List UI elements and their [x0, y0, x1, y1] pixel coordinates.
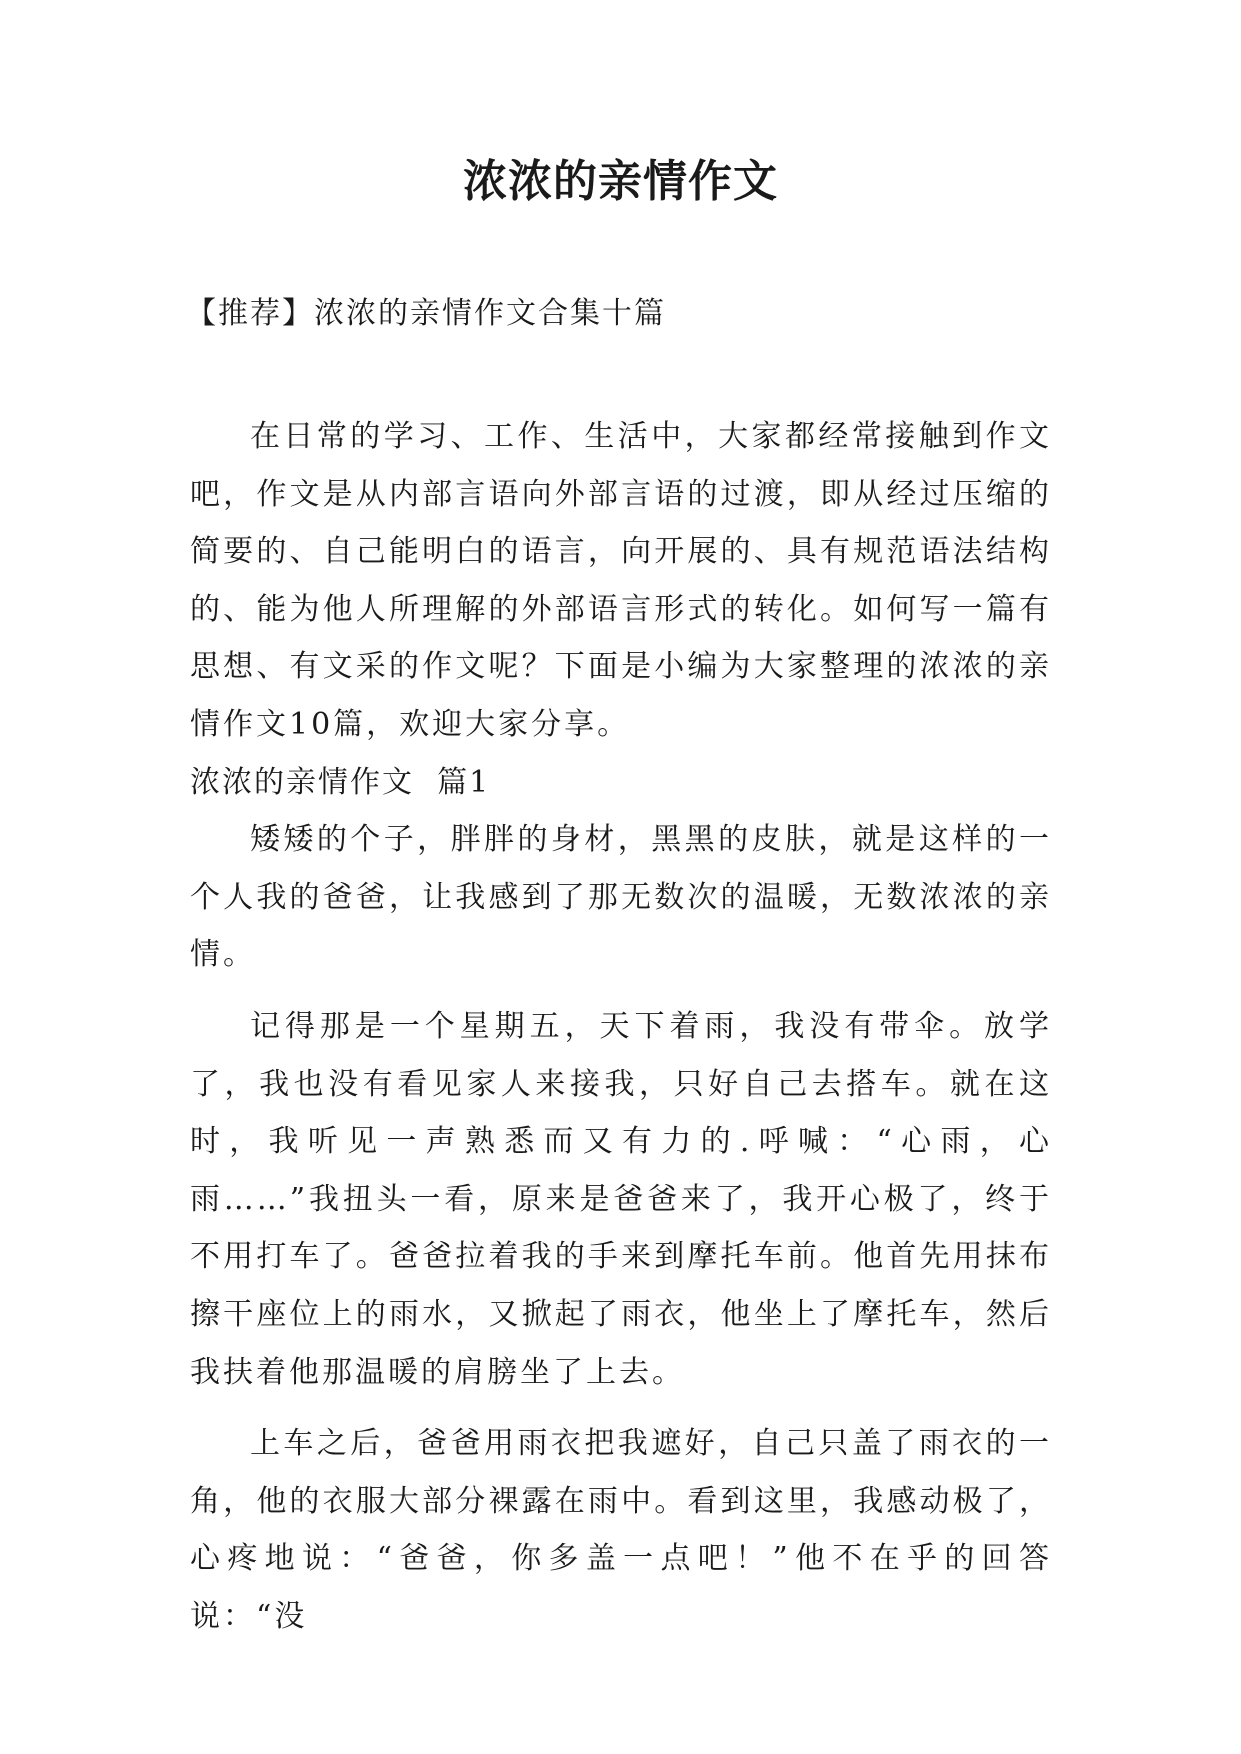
body-paragraph-2: 记得那是一个星期五，天下着雨，我没有带伞。放学了，我也没有看见家人来接我，只好自己去搭车。就在这时，我听见一声熟悉而又有力的.呼喊：“心雨，心雨……”我扭头一看，原来是爸爸来了，我开心极了，终于不用打车了。爸爸拉着我的手来到摩托车前。他首先用抹布擦干座位上的雨水，又掀起了雨衣，他坐上了摩托车，然后我扶着他那温暖的肩膀坐了上去。 — [190, 1008, 1052, 1390]
section-heading: 浓浓的亲情作文 篇1 — [190, 764, 491, 800]
body-paragraph-3: 上车之后，爸爸用雨衣把我遮好，自己只盖了雨衣的一角，他的衣服大部分裸露在雨中。看到这里，我感动极了，心疼地说：“爸爸，你多盖一点吧！”他不在乎的回答说：“没 — [190, 1426, 1052, 1634]
paragraph-spacer — [190, 984, 1052, 998]
intro-paragraph: 在日常的学习、工作、生活中，大家都经常接触到作文吧，作文是从内部言语向外部言语的过渡，即从经过压缩的简要的、自己能明白的语言，向开展的、具有规范语法结构的、能为他人所理解的外部语言形式的转化。如何写一篇有思想、有文采的作文呢？下面是小编为大家整理的浓浓的亲情作文10篇，欢迎大家分享。 — [190, 419, 1052, 742]
document-subtitle: 【推荐】浓浓的亲情作文合集十篇 — [186, 296, 666, 331]
document-title: 浓浓的亲情作文 — [463, 156, 778, 207]
paragraph-spacer — [190, 1401, 1052, 1415]
body-paragraph-1: 矮矮的个子，胖胖的身材，黑黑的皮肤，就是这样的一个人我的爸爸，让我感到了那无数次的温暖，无数浓浓的亲情。 — [190, 822, 1052, 973]
document-body — [190, 408, 1052, 1645]
